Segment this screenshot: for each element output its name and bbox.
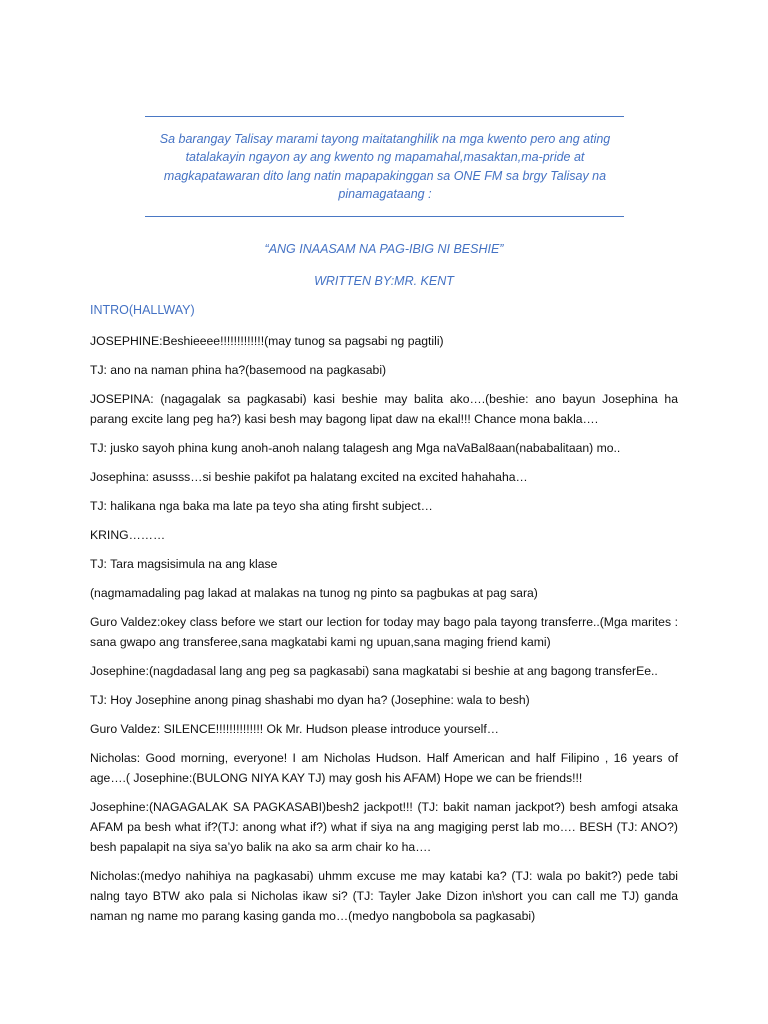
script-line: TJ: Hoy Josephine anong pinag shashabi mo dyan ha? (Josephine: wala to besh) (90, 693, 530, 707)
script-line: JOSEPINA: (nagagalak sa pagkasabi) kasi beshie may balita ako….(beshie: ano bayun Josephina ha parang excite lang peg ha?) kasi besh may bagong lipat daw na ekal!!! Chance mona bakla…. (90, 392, 678, 426)
script-line: Nicholas: Good morning, everyone! I am Nicholas Hudson. Half American and half Filipino , 16 years of age….( Josephine:(BULONG NIYA KAY TJ) may gosh his AFAM) Hope we can be friends!!! (90, 751, 678, 785)
script-body (90, 331, 678, 935)
script-line: Nicholas:(medyo nahihiya na pagkasabi) uhmm excuse me may katabi ka? (TJ: wala po bakit?) pede tabi nalng tayo BTW ako pala si Nicholas ikaw si? (TJ: Tayler Jake Dizon in\short you can call me TJ) ganda naman ng name mo parang kasing ganda mo…(medyo nangbobola sa pagkasabi) (90, 869, 678, 923)
top-divider (145, 116, 624, 117)
script-line: TJ: halikana nga baka ma late pa teyo sha ating firsht subject… (90, 499, 433, 513)
section-heading: INTRO(HALLWAY) (90, 303, 195, 317)
script-line: TJ: Tara magsisimula na ang klase (90, 557, 278, 571)
script-line: (nagmamadaling pag lakad at malakas na tunog ng pinto sa pagbukas at pag sara) (90, 586, 538, 600)
script-line: Guro Valdez: SILENCE!!!!!!!!!!!!!! Ok Mr. Hudson please introduce yourself… (90, 722, 499, 736)
script-line: JOSEPHINE:Beshieeee!!!!!!!!!!!!!(may tunog sa pagsabi ng pagtili) (90, 334, 444, 348)
script-line: Josephine:(nagdadasal lang ang peg sa pagkasabi) sana magkatabi si beshie at ang bagong transferEe.. (90, 664, 658, 678)
script-line: Guro Valdez:okey class before we start our lection for today may bago pala tayong transferre..(Mga marites : sana gwapo ang transferee,sana magkatabi kami ng upuan,sana maging friend kami) (90, 615, 678, 649)
script-line: Josephina: asusss…si beshie pakifot pa halatang excited na excited hahahaha… (90, 470, 528, 484)
author-line: WRITTEN BY:MR. KENT (314, 274, 454, 288)
script-line: Josephine:(NAGAGALAK SA PAGKASABI)besh2 jackpot!!! (TJ: bakit naman jackpot?) besh amfogi atsaka AFAM pa besh what if?(TJ: anong what if?) what if siya na ang magiging perst lab mo…. BESH (TJ: ANO?) besh papalapit na siya sa’yo balik na ako sa arm chair ko ha…. (90, 800, 678, 854)
script-line: KRING……… (90, 528, 166, 542)
intro-quote: Sa barangay Talisay marami tayong maitatanghilik na mga kwento pero ang ating tatalakayin ngayon ay ang kwento ng mapamahal,masaktan,ma-pride at magkapatawaran dito lang natin mapapakinggan sa ONE FM sa brgy Talisay na pinamagataang : (159, 132, 611, 202)
script-line: TJ: jusko sayoh phina kung anoh-anoh nalang talagesh ang Mga naVaBal8aan(nababalitaan) mo.. (90, 441, 621, 455)
story-title: “ANG INAASAM NA PAG-IBIG NI BESHIE” (264, 242, 504, 256)
script-line: TJ: ano na naman phina ha?(basemood na pagkasabi) (90, 363, 387, 377)
bottom-divider (145, 216, 624, 217)
